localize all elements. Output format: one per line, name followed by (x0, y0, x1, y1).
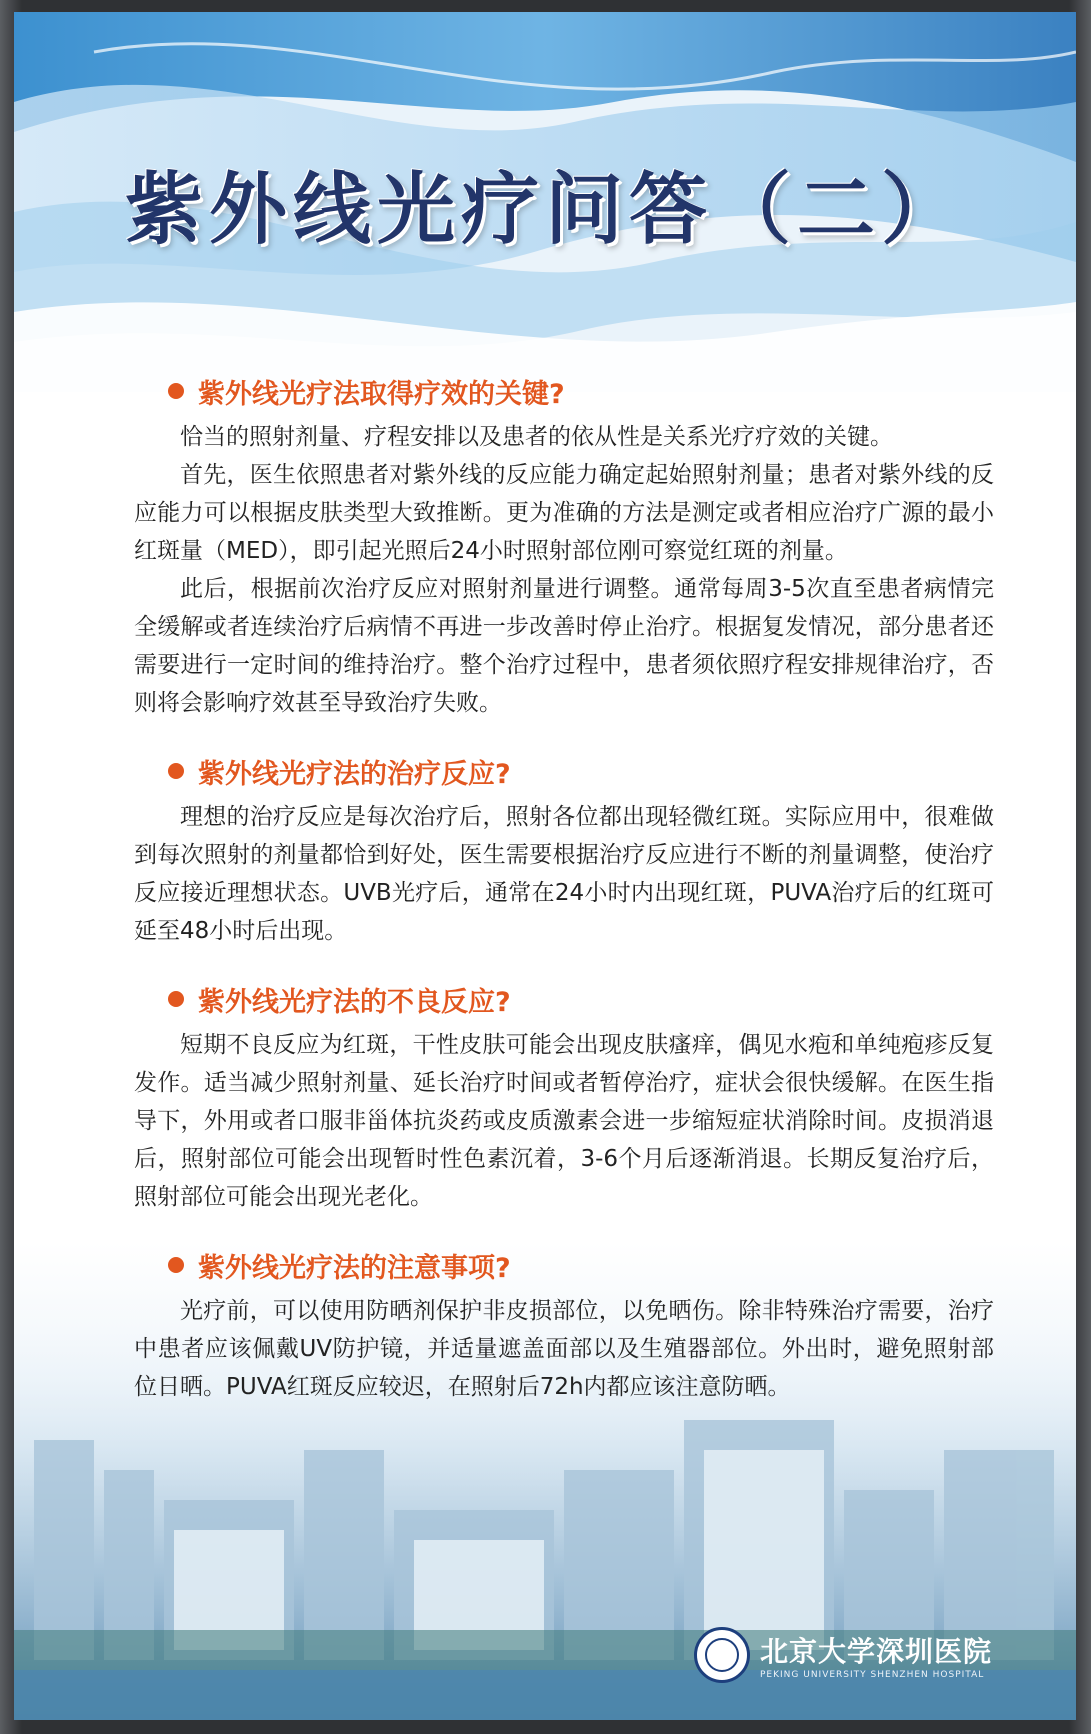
qa-section-precautions (134, 1246, 994, 1406)
section-heading-text: 紫外线光疗法的治疗反应? (198, 758, 511, 790)
section-heading-text: 紫外线光疗法的注意事项? (198, 1252, 511, 1284)
bullet-dot-icon (168, 1257, 184, 1273)
paragraph: 理想的治疗反应是每次治疗后，照射各位都出现轻微红斑。实际应用中，很难做到每次照射的剂量都恰到好处，医生需要根据治疗反应进行不断的剂量调整，使治疗反应接近理想状态。UVB光疗后，通常在24小时内出现红斑，PUVA治疗后的红斑可延至48小时后出现。 (134, 804, 994, 944)
section-heading (168, 372, 994, 410)
section-heading (168, 980, 994, 1018)
poster (14, 12, 1076, 1720)
page-title: 紫外线光疗问答（二） (124, 165, 965, 255)
qa-section-treatment-key (134, 372, 994, 722)
paragraph: 光疗前，可以使用防晒剂保护非皮损部位，以免晒伤。除非特殊治疗需要，治疗中患者应该佩戴UV防护镜，并适量遮盖面部以及生殖器部位。外出时，避免照射部位日晒。PUVA红斑反应较迟，在照射后72h内都应该注意防晒。 (134, 1298, 994, 1400)
hospital-name-cn: 北京大学深圳医院 (760, 1635, 993, 1668)
paragraph: 此后，根据前次治疗反应对照射剂量进行调整。通常每周3-5次直至患者病情完全缓解或者连续治疗后病情不再进一步改善时停止治疗。根据复发情况，部分患者还需要进行一定时间的维持治疗。整个治疗过程中，患者须依照疗程安排规律治疗，否则将会影响疗效甚至导致治疗失败。 (134, 576, 994, 716)
hospital-logo (694, 1627, 992, 1683)
section-heading-text: 紫外线光疗法的不良反应? (198, 986, 511, 1018)
hospital-name-en: PEKING UNIVERSITY SHENZHEN HOSPITAL (760, 1670, 985, 1680)
qa-section-treatment-response (134, 752, 994, 950)
bullet-dot-icon (168, 383, 184, 399)
section-heading (168, 752, 994, 790)
section-heading-text: 紫外线光疗法取得疗效的关键? (198, 378, 565, 410)
bullet-dot-icon (168, 991, 184, 1007)
section-heading (168, 1246, 994, 1284)
paragraph: 短期不良反应为红斑，干性皮肤可能会出现皮肤瘙痒，偶见水疱和单纯疱疹反复发作。适当减少照射剂量、延长治疗时间或者暂停治疗，症状会很快缓解。在医生指导下，外用或者口服非甾体抗炎药或皮质激素会进一步缩短症状消除时间。皮损消退后，照射部位可能会出现暂时性色素沉着，3-6个月后逐渐消退。长期反复治疗后，照射部位可能会出现光老化。 (134, 1032, 994, 1210)
bullet-dot-icon (168, 763, 184, 779)
paragraph: 首先，医生依照患者对紫外线的反应能力确定起始照射剂量；患者对紫外线的反应能力可以根据皮肤类型大致推断。更为准确的方法是测定或者相应治疗广源的最小红斑量（MED），即引起光照后24小时照射部位刚可察觉红斑的剂量。 (134, 462, 994, 564)
hospital-emblem-icon (694, 1627, 750, 1683)
paragraph: 恰当的照射剂量、疗程安排以及患者的依从性是关系光疗疗效的关键。 (180, 424, 893, 450)
qa-content (134, 372, 994, 1436)
qa-section-adverse-reactions (134, 980, 994, 1216)
